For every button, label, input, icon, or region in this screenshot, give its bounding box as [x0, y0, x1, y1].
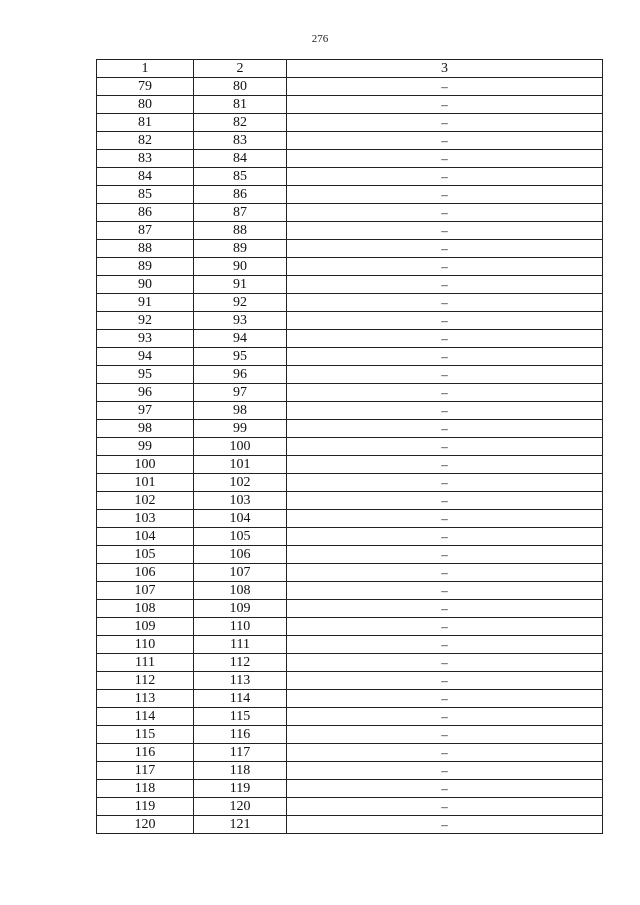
- table-cell-col1: 87: [97, 222, 194, 240]
- table-cell-col3: –: [287, 276, 603, 294]
- table-cell-col2: 120: [194, 798, 287, 816]
- table-cell-col1: 100: [97, 456, 194, 474]
- table-cell-col2: 104: [194, 510, 287, 528]
- table-cell-col1: 115: [97, 726, 194, 744]
- table-row: [97, 636, 603, 654]
- table-cell-col3: –: [287, 492, 603, 510]
- table-cell-col2: 85: [194, 168, 287, 186]
- table-cell-col2: 117: [194, 744, 287, 762]
- table-cell-col3: –: [287, 168, 603, 186]
- table-row: [97, 330, 603, 348]
- table-cell-col2: 91: [194, 276, 287, 294]
- table-cell-col3: –: [287, 564, 603, 582]
- table-cell-col3: –: [287, 348, 603, 366]
- table-cell-col2: 89: [194, 240, 287, 258]
- column-header-3: 3: [287, 60, 603, 78]
- table-row: [97, 654, 603, 672]
- table-header: [97, 60, 603, 78]
- table-body: [97, 78, 603, 834]
- table-cell-col1: 84: [97, 168, 194, 186]
- table-cell-col3: –: [287, 150, 603, 168]
- table-cell-col1: 118: [97, 780, 194, 798]
- table-cell-col3: –: [287, 708, 603, 726]
- table-cell-col1: 91: [97, 294, 194, 312]
- table-cell-col3: –: [287, 114, 603, 132]
- table-cell-col3: –: [287, 474, 603, 492]
- table-row: [97, 168, 603, 186]
- table-row: [97, 438, 603, 456]
- table-cell-col3: –: [287, 690, 603, 708]
- table-row: [97, 528, 603, 546]
- table-cell-col2: 81: [194, 96, 287, 114]
- table-cell-col2: 87: [194, 204, 287, 222]
- table-row: [97, 600, 603, 618]
- table-cell-col2: 97: [194, 384, 287, 402]
- table-cell-col1: 102: [97, 492, 194, 510]
- table-cell-col1: 79: [97, 78, 194, 96]
- table-cell-col3: –: [287, 78, 603, 96]
- table-cell-col1: 90: [97, 276, 194, 294]
- table-row: [97, 492, 603, 510]
- table-cell-col3: –: [287, 510, 603, 528]
- table-cell-col3: –: [287, 654, 603, 672]
- table-row: [97, 474, 603, 492]
- table-row: [97, 186, 603, 204]
- table-cell-col2: 82: [194, 114, 287, 132]
- table-cell-col1: 110: [97, 636, 194, 654]
- table-row: [97, 402, 603, 420]
- table-row: [97, 798, 603, 816]
- table-cell-col1: 109: [97, 618, 194, 636]
- table-cell-col2: 92: [194, 294, 287, 312]
- table-cell-col2: 100: [194, 438, 287, 456]
- table-cell-col1: 105: [97, 546, 194, 564]
- table-cell-col1: 85: [97, 186, 194, 204]
- table-cell-col2: 110: [194, 618, 287, 636]
- table-cell-col1: 117: [97, 762, 194, 780]
- table-cell-col1: 88: [97, 240, 194, 258]
- table-cell-col3: –: [287, 222, 603, 240]
- table-cell-col2: 86: [194, 186, 287, 204]
- table-row: [97, 114, 603, 132]
- table-row: [97, 312, 603, 330]
- table-cell-col3: –: [287, 744, 603, 762]
- table-row: [97, 762, 603, 780]
- table-cell-col2: 114: [194, 690, 287, 708]
- table-cell-col1: 82: [97, 132, 194, 150]
- table-cell-col1: 83: [97, 150, 194, 168]
- table-row: [97, 96, 603, 114]
- table-cell-col1: 86: [97, 204, 194, 222]
- table-cell-col2: 115: [194, 708, 287, 726]
- table-cell-col2: 101: [194, 456, 287, 474]
- table-cell-col3: –: [287, 816, 603, 834]
- table-cell-col3: –: [287, 456, 603, 474]
- table-row: [97, 222, 603, 240]
- table-cell-col1: 112: [97, 672, 194, 690]
- table-cell-col3: –: [287, 798, 603, 816]
- table-row: [97, 564, 603, 582]
- table-cell-col1: 111: [97, 654, 194, 672]
- table-cell-col3: –: [287, 438, 603, 456]
- table-cell-col1: 108: [97, 600, 194, 618]
- table-cell-col1: 120: [97, 816, 194, 834]
- table-row: [97, 456, 603, 474]
- table-cell-col1: 101: [97, 474, 194, 492]
- table-cell-col3: –: [287, 618, 603, 636]
- table-cell-col1: 98: [97, 420, 194, 438]
- page-number: 276: [311, 33, 329, 45]
- table-cell-col3: –: [287, 96, 603, 114]
- table-row: [97, 204, 603, 222]
- table-cell-col2: 96: [194, 366, 287, 384]
- table-cell-col2: 119: [194, 780, 287, 798]
- table-cell-col1: 99: [97, 438, 194, 456]
- table-cell-col2: 103: [194, 492, 287, 510]
- table-cell-col3: –: [287, 582, 603, 600]
- table-cell-col2: 98: [194, 402, 287, 420]
- table-cell-col1: 96: [97, 384, 194, 402]
- table-cell-col3: –: [287, 726, 603, 744]
- table-cell-col2: 93: [194, 312, 287, 330]
- table-row: [97, 78, 603, 96]
- table-cell-col3: –: [287, 420, 603, 438]
- table-row: [97, 618, 603, 636]
- table-cell-col3: –: [287, 762, 603, 780]
- table-cell-col1: 119: [97, 798, 194, 816]
- table-cell-col3: –: [287, 546, 603, 564]
- table-row: [97, 690, 603, 708]
- table-cell-col3: –: [287, 366, 603, 384]
- table-cell-col2: 99: [194, 420, 287, 438]
- table-cell-col2: 102: [194, 474, 287, 492]
- table-cell-col3: –: [287, 132, 603, 150]
- table-cell-col1: 93: [97, 330, 194, 348]
- table-cell-col2: 106: [194, 546, 287, 564]
- table-cell-col2: 108: [194, 582, 287, 600]
- table-cell-col1: 89: [97, 258, 194, 276]
- table-cell-col3: –: [287, 384, 603, 402]
- table-cell-col3: –: [287, 186, 603, 204]
- table-cell-col3: –: [287, 528, 603, 546]
- table-row: [97, 816, 603, 834]
- table-row: [97, 132, 603, 150]
- table-cell-col1: 114: [97, 708, 194, 726]
- table-row: [97, 546, 603, 564]
- table-cell-col2: 94: [194, 330, 287, 348]
- table-cell-col2: 116: [194, 726, 287, 744]
- table-cell-col3: –: [287, 258, 603, 276]
- table-cell-col2: 105: [194, 528, 287, 546]
- table-row: [97, 348, 603, 366]
- table-row: [97, 420, 603, 438]
- table-cell-col2: 88: [194, 222, 287, 240]
- table-cell-col1: 104: [97, 528, 194, 546]
- table-cell-col1: 113: [97, 690, 194, 708]
- table-cell-col1: 106: [97, 564, 194, 582]
- table-row: [97, 366, 603, 384]
- table-cell-col2: 112: [194, 654, 287, 672]
- table-cell-col2: 121: [194, 816, 287, 834]
- table-cell-col1: 80: [97, 96, 194, 114]
- table-row: [97, 384, 603, 402]
- table-cell-col1: 97: [97, 402, 194, 420]
- table-cell-col3: –: [287, 780, 603, 798]
- table-row: [97, 294, 603, 312]
- table-cell-col1: 116: [97, 744, 194, 762]
- table-cell-col1: 107: [97, 582, 194, 600]
- table-row: [97, 744, 603, 762]
- table-row: [97, 510, 603, 528]
- table-cell-col2: 84: [194, 150, 287, 168]
- header-row: [97, 60, 603, 78]
- table-cell-col1: 95: [97, 366, 194, 384]
- table-cell-col3: –: [287, 330, 603, 348]
- table-cell-col1: 103: [97, 510, 194, 528]
- table-cell-col3: –: [287, 294, 603, 312]
- table-row: [97, 150, 603, 168]
- table-cell-col1: 81: [97, 114, 194, 132]
- table-row: [97, 582, 603, 600]
- table-row: [97, 672, 603, 690]
- column-header-2: 2: [194, 60, 287, 78]
- table-row: [97, 240, 603, 258]
- column-header-1: 1: [97, 60, 194, 78]
- table-row: [97, 780, 603, 798]
- table-cell-col3: –: [287, 636, 603, 654]
- table-cell-col2: 90: [194, 258, 287, 276]
- table-row: [97, 708, 603, 726]
- table-cell-col2: 95: [194, 348, 287, 366]
- table-cell-col3: –: [287, 672, 603, 690]
- table-cell-col2: 111: [194, 636, 287, 654]
- table-cell-col2: 80: [194, 78, 287, 96]
- table-cell-col3: –: [287, 402, 603, 420]
- table-row: [97, 726, 603, 744]
- data-table: [96, 59, 603, 834]
- table-row: [97, 276, 603, 294]
- table-cell-col3: –: [287, 600, 603, 618]
- table-cell-col3: –: [287, 240, 603, 258]
- table-cell-col3: –: [287, 204, 603, 222]
- table-cell-col3: –: [287, 312, 603, 330]
- table-cell-col2: 83: [194, 132, 287, 150]
- table-row: [97, 258, 603, 276]
- table-cell-col2: 107: [194, 564, 287, 582]
- table-cell-col1: 94: [97, 348, 194, 366]
- table-cell-col2: 118: [194, 762, 287, 780]
- table-cell-col2: 113: [194, 672, 287, 690]
- table-cell-col1: 92: [97, 312, 194, 330]
- table-cell-col2: 109: [194, 600, 287, 618]
